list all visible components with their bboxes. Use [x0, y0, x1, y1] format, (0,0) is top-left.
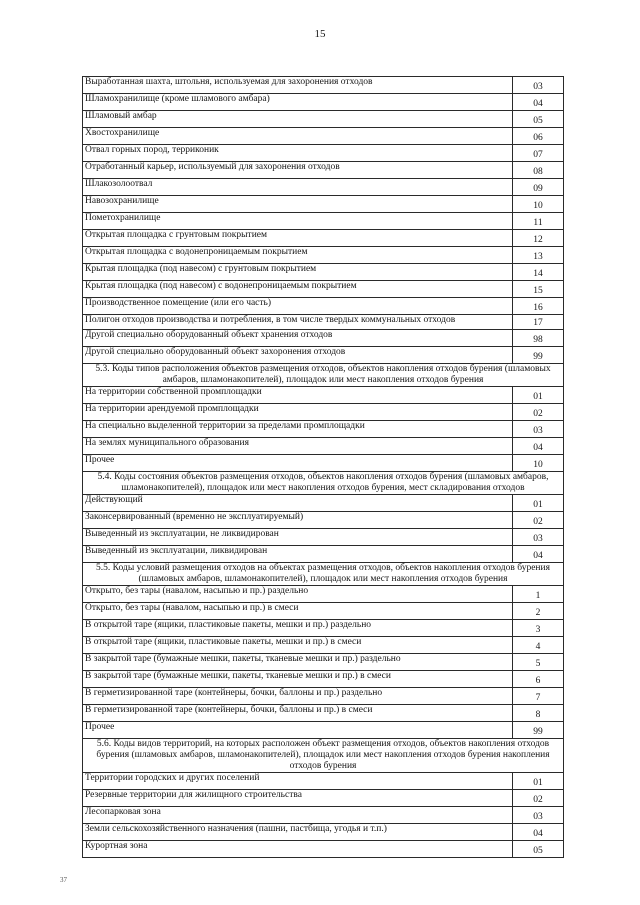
table-row — [83, 438, 564, 455]
page-number: 15 — [314, 28, 326, 40]
row-code: 04 — [513, 546, 564, 563]
row-description: Выработанная шахта, штольня, используемая для захоронения отходов — [83, 77, 513, 94]
row-description: На специально выделенной территории за пределами промплощадки — [83, 421, 513, 438]
table-row — [83, 179, 564, 196]
table-row — [83, 196, 564, 213]
row-description: Пометохранилище — [83, 213, 513, 230]
section-header: 5.4. Коды состояния объектов размещения отходов, объектов накопления отходов бурения (шламовых амбаров, шламонакопителей), площадок или мест накопления отходов бурения, мест складирования отходов — [83, 472, 564, 495]
row-code: 3 — [513, 620, 564, 637]
row-code: 02 — [513, 790, 564, 807]
section-header: 5.6. Коды видов территорий, на которых расположен объект размещения отходов, объектов накопления отходов бурения (шламовых амбаров, шламонакопителей), площадок или мест накопления отходов бурения накопления отходов бурения — [83, 739, 564, 773]
table-row — [83, 213, 564, 230]
row-code: 09 — [513, 179, 564, 196]
table-row — [83, 145, 564, 162]
row-code: 98 — [513, 330, 564, 347]
row-code: 5 — [513, 654, 564, 671]
row-code: 07 — [513, 145, 564, 162]
table-row — [83, 128, 564, 145]
row-description: Законсервированный (временно не эксплуатируемый) — [83, 512, 513, 529]
row-description: Крытая площадка (под навесом) с грунтовым покрытием — [83, 264, 513, 281]
row-description: В закрытой таре (бумажные мешки, пакеты, тканевые мешки и пр.) в смеси — [83, 671, 513, 688]
table-row — [83, 529, 564, 546]
row-description: В открытой таре (ящики, пластиковые пакеты, мешки и пр.) раздельно — [83, 620, 513, 637]
row-code: 8 — [513, 705, 564, 722]
table-row — [83, 773, 564, 790]
row-code: 08 — [513, 162, 564, 179]
row-code: 12 — [513, 230, 564, 247]
row-code: 04 — [513, 94, 564, 111]
table-row — [83, 620, 564, 637]
row-description: Отвал горных пород, терриконик — [83, 145, 513, 162]
table-row — [83, 162, 564, 179]
row-code: 13 — [513, 247, 564, 264]
row-description: Открытая площадка с водонепроницаемым покрытием — [83, 247, 513, 264]
row-description: В открытой таре (ящики, пластиковые пакеты, мешки и пр.) в смеси — [83, 637, 513, 654]
table-row — [83, 298, 564, 315]
row-code: 14 — [513, 264, 564, 281]
row-code: 02 — [513, 404, 564, 421]
row-description: Шламохранилище (кроме шламового амбара) — [83, 94, 513, 111]
row-description: Земли сельскохозяйственного назначения (пашни, пастбища, угодья и т.п.) — [83, 824, 513, 841]
table-row — [83, 603, 564, 620]
row-description: Прочее — [83, 722, 513, 739]
table-row — [83, 455, 564, 472]
row-description: Курортная зона — [83, 841, 513, 858]
table-row — [83, 637, 564, 654]
table-row — [83, 264, 564, 281]
row-code: 17 — [513, 315, 564, 330]
row-code: 6 — [513, 671, 564, 688]
table-row — [83, 230, 564, 247]
table-row — [83, 546, 564, 563]
row-code: 03 — [513, 807, 564, 824]
row-code: 11 — [513, 213, 564, 230]
row-description: Открыто, без тары (навалом, насыпью и пр.) раздельно — [83, 586, 513, 603]
row-description: Производственное помещение (или его часть) — [83, 298, 513, 315]
table-row — [83, 824, 564, 841]
row-code: 03 — [513, 77, 564, 94]
table-row — [83, 512, 564, 529]
row-code: 1 — [513, 586, 564, 603]
table-row — [83, 330, 564, 347]
table-row — [83, 654, 564, 671]
table-row — [83, 790, 564, 807]
table-row — [83, 807, 564, 824]
table-row — [83, 722, 564, 739]
row-code: 01 — [513, 495, 564, 512]
row-description: Резервные территории для жилищного строительства — [83, 790, 513, 807]
row-description: Шламовый амбар — [83, 111, 513, 128]
row-description: Выведенный из эксплуатации, не ликвидирован — [83, 529, 513, 546]
row-description: Шлакозолоотвал — [83, 179, 513, 196]
corner-mark: 37 — [60, 876, 67, 884]
row-description: На землях муниципального образования — [83, 438, 513, 455]
row-code: 99 — [513, 722, 564, 739]
row-description: Отработанный карьер, используемый для захоронения отходов — [83, 162, 513, 179]
table-row — [83, 247, 564, 264]
codes-table-body — [83, 77, 564, 858]
section-header-row — [83, 739, 564, 773]
table-row — [83, 586, 564, 603]
row-code: 05 — [513, 111, 564, 128]
table-row — [83, 404, 564, 421]
row-description: На территории собственной промплощадки — [83, 387, 513, 404]
row-code: 01 — [513, 387, 564, 404]
row-description: Навозохранилище — [83, 196, 513, 213]
row-description: В герметизированной таре (контейнеры, бочки, баллоны и пр.) в смеси — [83, 705, 513, 722]
section-header-row — [83, 364, 564, 387]
row-description: Действующий — [83, 495, 513, 512]
table-row — [83, 705, 564, 722]
table-row — [83, 111, 564, 128]
row-description: Выведенный из эксплуатации, ликвидирован — [83, 546, 513, 563]
row-description: Другой специально оборудованный объект хранения отходов — [83, 330, 513, 347]
row-description: Крытая площадка (под навесом) с водонепроницаемым покрытием — [83, 281, 513, 298]
row-code: 03 — [513, 421, 564, 438]
table-row — [83, 281, 564, 298]
section-header-row — [83, 563, 564, 586]
row-description: Прочее — [83, 455, 513, 472]
row-description: Полигон отходов производства и потребления, в том числе твердых коммунальных отходов — [83, 315, 513, 330]
table-row — [83, 315, 564, 330]
row-description: В герметизированной таре (контейнеры, бочки, баллоны и пр.) раздельно — [83, 688, 513, 705]
table-row — [83, 347, 564, 364]
table-row — [83, 94, 564, 111]
section-header-row — [83, 472, 564, 495]
row-code: 10 — [513, 196, 564, 213]
table-row — [83, 421, 564, 438]
section-header: 5.5. Коды условий размещения отходов на объектах размещения отходов, объектов накопления отходов бурения (шламовых амбаров, шламонакопителей), площадок или мест накопления отходов бурения — [83, 563, 564, 586]
codes-table — [82, 76, 564, 858]
row-code: 16 — [513, 298, 564, 315]
row-code: 99 — [513, 347, 564, 364]
row-description: В закрытой таре (бумажные мешки, пакеты, тканевые мешки и пр.) раздельно — [83, 654, 513, 671]
row-description: Открытая площадка с грунтовым покрытием — [83, 230, 513, 247]
row-code: 01 — [513, 773, 564, 790]
table-row — [83, 387, 564, 404]
row-code: 7 — [513, 688, 564, 705]
table-row — [83, 495, 564, 512]
row-description: Лесопарковая зона — [83, 807, 513, 824]
table-row — [83, 841, 564, 858]
row-description: Другой специально оборудованный объект захоронения отходов — [83, 347, 513, 364]
row-code: 06 — [513, 128, 564, 145]
row-code: 15 — [513, 281, 564, 298]
row-code: 04 — [513, 438, 564, 455]
row-code: 05 — [513, 841, 564, 858]
section-header: 5.3. Коды типов расположения объектов размещения отходов, объектов накопления отходов бурения (шламовых амбаров, шламонакопителей), площадок или мест накопления отходов бурения — [83, 364, 564, 387]
row-code: 04 — [513, 824, 564, 841]
row-description: Хвостохранилище — [83, 128, 513, 145]
row-code: 03 — [513, 529, 564, 546]
row-code: 10 — [513, 455, 564, 472]
row-code: 02 — [513, 512, 564, 529]
row-code: 2 — [513, 603, 564, 620]
row-description: Открыто, без тары (навалом, насыпью и пр.) в смеси — [83, 603, 513, 620]
row-description: Территории городских и других поселений — [83, 773, 513, 790]
row-code: 4 — [513, 637, 564, 654]
row-description: На территории арендуемой промплощадки — [83, 404, 513, 421]
table-row — [83, 671, 564, 688]
table-row — [83, 688, 564, 705]
table-row — [83, 77, 564, 94]
